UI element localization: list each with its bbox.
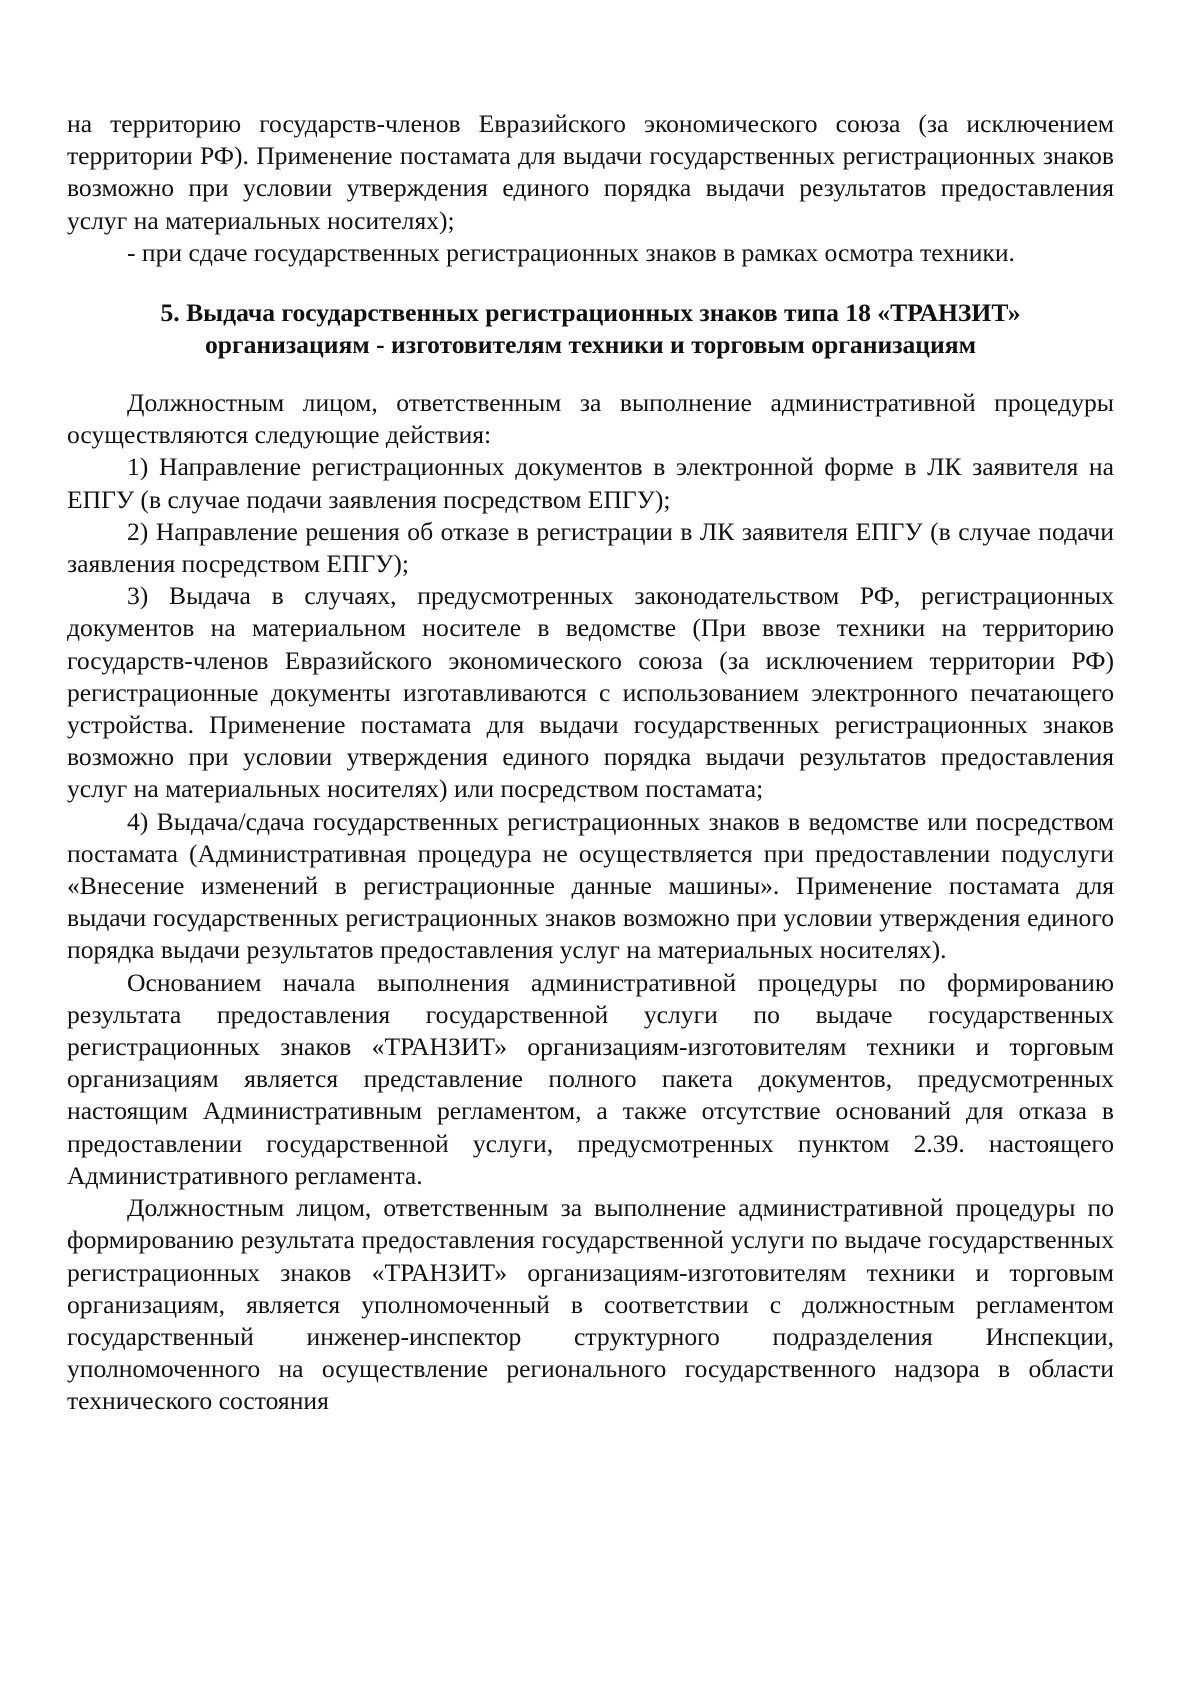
intro-paragraph: Должностным лицом, ответственным за выполнение административной процедуры осуществляются следующие действия: [67,388,1114,450]
basis-paragraph: Основанием начала выполнения административной процедуры по формированию результата предоставления государственной услуги по выдаче государственных регистрационных знаков «ТРАНЗИТ» организациям-изготовителям техники и торговым организациям является представление полного пакета документов, предусмотренных настоящим Административным регламентом, а также отсутствие оснований для отказа в предоставлении государственной услуги, предусмотренных пунктом 2.39. настоящего Административного регламента. [67,967,1114,1190]
list-item-3: 3) Выдача в случаях, предусмотренных законодательством РФ, регистрационных документов на материальном носителе в ведомстве (При ввозе техники на территорию государств-членов Евразийского экономического союза (за исключением территории РФ) регистрационные документы изготавливаются с использованием электронного печатающего устройства. Применение постамата для выдачи государственных регистрационных знаков возможно при условии утверждения единого порядка выдачи результатов предоставления услуг на материальных носителях) или посредством постамата; [67,581,1114,804]
responsible-official-paragraph: Должностным лицом, ответственным за выполнение административной процедуры по формированию результата предоставления государственной услуги по выдаче государственных регистрационных знаков «ТРАНЗИТ» организациям-изготовителям техники и торговым организациям, является уполномоченный в соответствии с должностным регламентом государственный инженер-инспектор структурного подразделения Инспекции, уполномоченного на осуществление регионального государственного надзора в области технического состояния [67,1193,1114,1416]
section-heading-line-2: организациям - изготовителям техники и торговым организациям [204,330,977,360]
bullet-item: - при сдаче государственных регистрационных знаков в рамках осмотра техники. [127,237,1015,267]
list-item-1: 1) Направление регистрационных документов в электронной форме в ЛК заявителя на ЕПГУ (в случае подачи заявления посредством ЕПГУ); [67,452,1114,514]
document-page [67,108,1114,1418]
section-heading [67,297,1114,361]
continuation-paragraph: на территорию государств-членов Евразийского экономического союза (за исключением территории РФ). Применение постамата для выдачи государственных регистрационных знаков возможно при условии утверждения единого порядка выдачи результатов предоставления услуг на материальных носителях); [67,109,1114,235]
list-item-4: 4) Выдача/сдача государственных регистрационных знаков в ведомстве или посредством постамата (Административная процедура не осуществляется при предоставлении подуслуги «Внесение изменений в регистрационные данные машины». Применение постамата для выдачи государственных регистрационных знаков возможно при условии утверждения единого порядка выдачи результатов предоставления услуг на материальных носителях). [67,806,1114,965]
list-item-2: 2) Направление решения об отказе в регистрации в ЛК заявителя ЕПГУ (в случае подачи заявления посредством ЕПГУ); [67,516,1114,579]
section-heading-line-1: 5. Выдача государственных регистрационных знаков типа 18 «ТРАНЗИТ» [160,298,1021,328]
